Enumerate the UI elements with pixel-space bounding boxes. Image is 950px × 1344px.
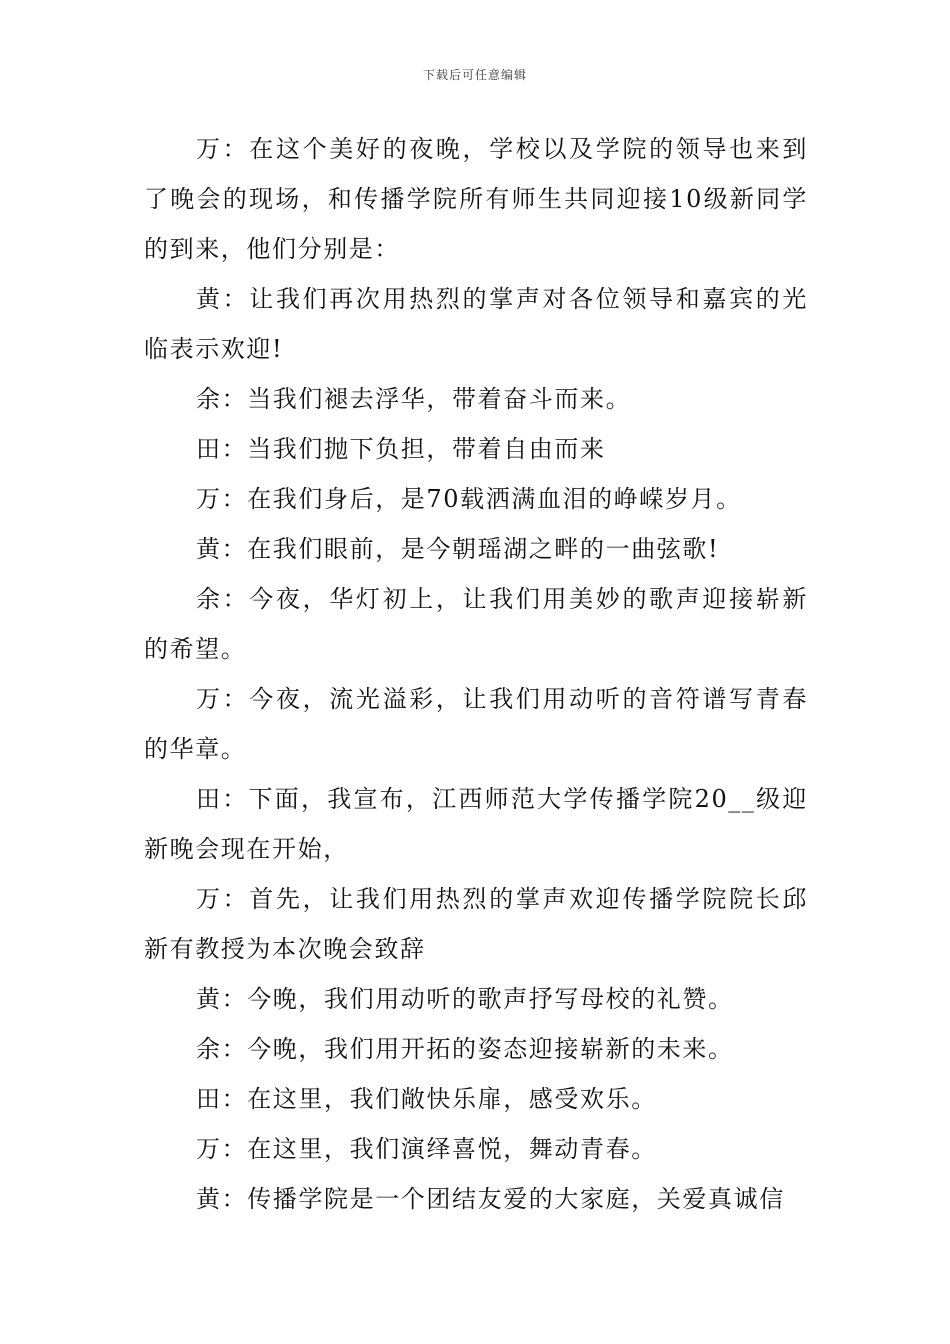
paragraph: 黄：今晚，我们用动听的歌声抒写母校的礼赞。 (196, 985, 734, 1013)
download-note: 下载后可任意编辑 (422, 68, 527, 82)
paragraph: 余：今晚，我们用开拓的姿态迎接崭新的未来。 (196, 1035, 734, 1063)
paragraph: 黄：传播学院是一个团结友爱的大家庭，关爱真诚信 (196, 1185, 785, 1213)
paragraph: 余：今夜，华灯初上，让我们用美妙的歌声迎接崭新的希望。 (144, 585, 808, 663)
paragraph: 万：在我们身后，是70载洒满血泪的峥嵘岁月。 (196, 485, 742, 513)
paragraph: 黄：在我们眼前，是今朝瑶湖之畔的一曲弦歌! (196, 535, 720, 563)
paragraph: 田：在这里，我们敞快乐扉，感受欢乐。 (196, 1085, 657, 1113)
paragraph: 田：下面，我宣布，江西师范大学传播学院20__级迎新晚会现在开始， (144, 785, 808, 863)
paragraph: 万：首先，让我们用热烈的掌声欢迎传播学院院长邱新有教授为本次晚会致辞 (144, 885, 808, 963)
paragraph: 余：当我们褪去浮华，带着奋斗而来。 (196, 385, 632, 413)
paragraph: 万：在这个美好的夜晚，学校以及学院的领导也来到了晚会的现场，和传播学院所有师生共同迎接10级新同学的到来，他们分别是： (144, 135, 808, 263)
paragraph: 万：今夜，流光溢彩，让我们用动听的音符谱写青春的华章。 (144, 685, 808, 763)
paragraph: 万：在这里，我们演绎喜悦，舞动青春。 (196, 1135, 657, 1163)
paragraph: 黄：让我们再次用热烈的掌声对各位领导和嘉宾的光临表示欢迎! (144, 285, 808, 363)
paragraph: 田：当我们抛下负担，带着自由而来 (196, 435, 606, 463)
script-body (144, 124, 808, 1224)
